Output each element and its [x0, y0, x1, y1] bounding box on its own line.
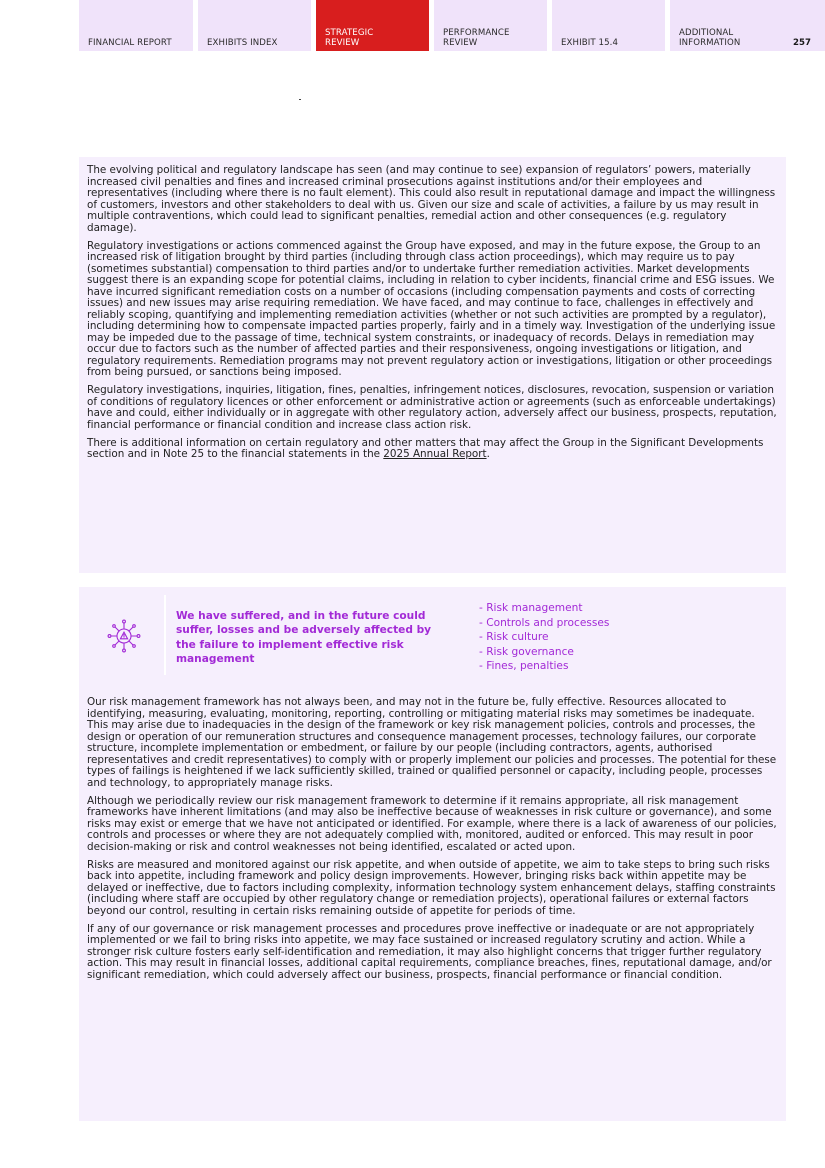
tab-additional-information[interactable]	[670, 0, 825, 51]
paragraph-text: There is additional information on certain regulatory and other matters that may affect the Group in the Significant Developments section and in Note 25 to the financial statements in the	[87, 436, 764, 460]
risk-management-section	[79, 587, 786, 1121]
risk-tag: - Risk governance	[479, 645, 574, 658]
tab-label: ADDITIONAL INFORMATION	[679, 28, 741, 48]
tab-strategic-review[interactable]	[316, 0, 429, 51]
tab-label: FINANCIAL REPORT	[88, 38, 172, 48]
paragraph: Our risk management framework has not always been, and may not in the future be, fully effective. Resources allocated to identifying, measuring, evaluating, monitoring, reporting, controlling or mitigating material risks may sometimes be inadequate. This may arise due to inadequacies in the design of the framework or key risk management policies, controls and processes, the design or operation of our remuneration structures and consequence management processes, technology failures, our corporate structure, incomplete implementation or embedment, or failure by our people (including contractors, agents, authorised representatives and credit representatives) to comply with or properly implement our policies and processes. The potential for these types of failings is heightened if we lack sufficiently skilled, trained or qualified personnel or capacity, including people, processes and technology, to appropriately manage risks.	[87, 696, 777, 789]
tab-label: PERFORMANCE REVIEW	[443, 28, 510, 48]
annual-report-link[interactable]: 2025 Annual Report	[383, 448, 487, 460]
paragraph: The evolving political and regulatory landscape has seen (and may continue to see) expansion of regulators’ powers, materially increased civil penalties and fines and increased criminal prosecutions against institutions and/or their employees and representatives (including where there is no fault element). This could also result in reputational damage and impact the willingness of customers, investors and other stakeholders to deal with us. Given our size and scale of activities, a failure by us may result in multiple contraventions, which could lead to significant penalties, remedial action and other consequences (e.g. regulatory damage).	[87, 164, 776, 234]
tab-label: EXHIBIT 15.4	[561, 38, 619, 48]
risk-tag: - Fines, penalties	[479, 660, 569, 673]
risk-callout	[87, 587, 778, 697]
paragraph: Regulatory investigations, inquiries, litigation, fines, penalties, infringement notices, disclosures, revocation, suspension or variation of conditions of regulatory licences or other enforcement or administrative action or agreements (such as enforceable undertakings) have and could, either individually or in aggregate with other regulatory action, adversely affect our business, prospects, reputation, financial performance or financial condition and increase class action risk.	[87, 384, 777, 431]
paragraph: Although we periodically review our risk management framework to determine if it remains appropriate, all risk management frameworks have inherent limitations (and may also be ineffective because of weaknesses in risk culture or governance), and some risks may exist or emerge that we have not anticipated or identified. For example, where there is a lack of awareness of our policies, controls and processes or where they are not adequately complied with, monitored, audited or enforced. This may result in poor decision-making or risk and control weaknesses not being identified, escalated or acted upon.	[87, 794, 777, 853]
page-number: 257	[793, 38, 811, 48]
paragraph: If any of our governance or risk management processes and procedures prove ineffective or inadequate or are not appropriately implemented or we fail to bring risks into appetite, we may face sustained or increased regulatory scrutiny and action. While a stronger risk culture fosters early self-identification and remediation, it may also highlight concerns that trigger further regulatory action. This may result in financial losses, additional capital requirements, compliance breaches, fines, reputational damage, and/or significant remediation, which could adversely affect our business, prospects, financial performance or financial condition.	[87, 922, 772, 981]
risk-tag: - Controls and processes	[479, 616, 610, 629]
risk-tag: - Risk culture	[479, 631, 549, 644]
risk-tags	[479, 601, 609, 674]
paragraph: Regulatory investigations or actions commenced against the Group have exposed, and may in the future expose, the Group to an increased risk of litigation brought by third parties (including through class action proceedings), which may require us to pay (sometimes substantial) compensation to third parties and/or to undertake further remediation activities. Market developments suggest there is an expanding scope for potential claims, including in relation to cyber incidents, financial crime and ESG issues. We have incurred significant remediation costs on a number of occasions (including compensation payments and costs of correcting issues) and new issues may arise requiring remediation. We have faced, and may continue to face, challenges in effectively and reliably scoping, quantifying and implementing remediation activities (whether or not such activities are prompted by a regulator), including determining how to compensate impacted parties properly, fairly and in a timely way. Investigation of the underlying issue may be impeded due to the passage of time, technical system constraints, or inadequacy of records. Delays in remediation may occur due to factors such as the number of affected parties and their responsiveness, ongoing investigations or litigation, and regulatory requirements. Remediation programs may not prevent regulatory action or investigations, litigation or other proceedings from being pursued, or sanctions being imposed.	[87, 239, 776, 378]
risk-title: We have suffered, and in the future could suffer, losses and be adversely affected by the failure to implement effective risk management	[176, 610, 432, 666]
regulatory-risk-section	[79, 157, 786, 573]
risk-warning-icon	[105, 617, 143, 655]
paragraph-with-link	[87, 438, 778, 461]
top-navigation	[79, 0, 825, 51]
tab-label: EXHIBITS INDEX	[207, 38, 278, 48]
tab-financial-report[interactable]	[79, 0, 193, 51]
tab-label: STRATEGIC REVIEW	[325, 28, 374, 48]
tab-exhibits-index[interactable]	[198, 0, 311, 51]
paragraph-end: .	[486, 448, 490, 460]
tab-performance-review[interactable]	[434, 0, 547, 51]
tab-exhibit-15-4[interactable]	[552, 0, 665, 51]
paragraph: Risks are measured and monitored against our risk appetite, and when outside of appetite, we aim to take steps to bring such risks back into appetite, including framework and policy design improvements. However, bringing risks back within appetite may be delayed or ineffective, due to factors including complexity, information technology system enhancement delays, staffing constraints (including where staff are occupied by other regulatory change or remediation projects), operational failures or external factors beyond our control, resulting in certain risks remaining outside of appetite for periods of time.	[87, 858, 776, 917]
risk-tag: - Risk management	[479, 602, 583, 614]
divider	[164, 595, 166, 675]
stray-mark	[299, 99, 301, 100]
